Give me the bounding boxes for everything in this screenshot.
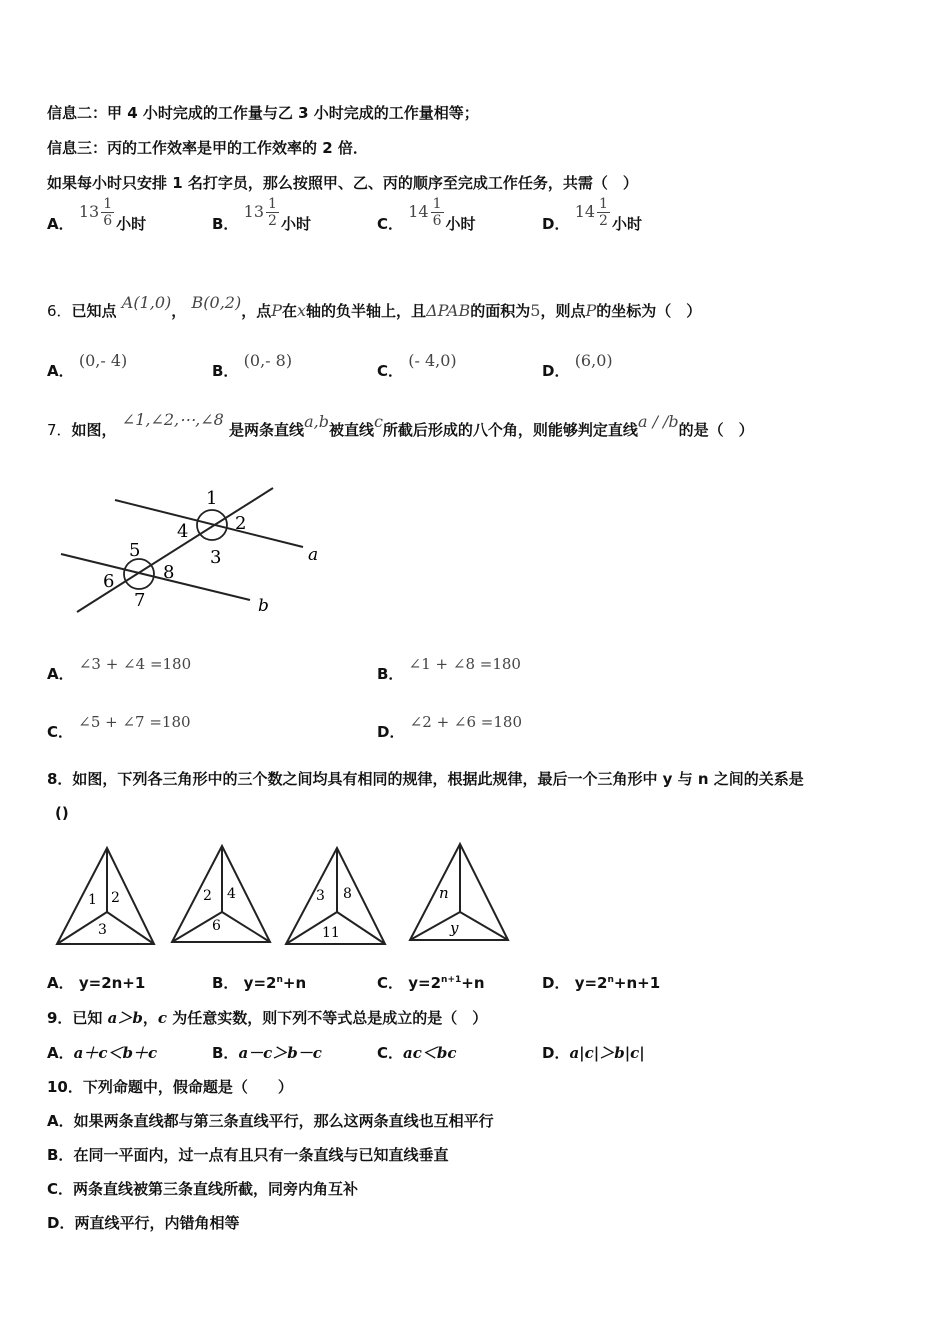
tri1-left: 1 — [88, 892, 97, 908]
line-label-a: a — [308, 545, 319, 565]
q5-option-d: D． 14 $\frac{1}{2}$ 小时 — [542, 196, 642, 233]
q9-option-b: B．a－c＞b－c — [212, 1044, 322, 1062]
question-10-stem: 10．下列命题中，假命题是（ ） — [47, 1078, 293, 1096]
q10-option-a: A．如果两条直线都与第三条直线平行，那么这两条直线也互相平行 — [47, 1112, 494, 1130]
question-8-stem: 8．如图，下列各三角形中的三个数之间均具有相同的规律，根据此规律，最后一个三角形中 y 与 n 之间的关系是 — [47, 770, 804, 788]
line-label-b: b — [258, 596, 269, 616]
angle-label-2: 2 — [235, 513, 247, 534]
q7-option-d: D． ∠2 + ∠6 =180 — [377, 713, 522, 741]
q7-option-a: A． ∠3 + ∠4 =180 — [47, 655, 192, 683]
q8-option-b: B． $y=2^n+n$ — [212, 974, 307, 992]
tri3-bottom: 11 — [322, 925, 340, 941]
info-line-2: 信息二：甲 4 小时完成的工作量与乙 3 小时完成的工作量相等； — [47, 104, 479, 122]
triangle-3 — [286, 848, 385, 944]
q5-option-a: A． 13 $\frac{1}{6}$ 小时 — [47, 196, 147, 233]
tri1-right: 2 — [111, 890, 120, 906]
q9-option-d: D．a|c|＞b|c| — [542, 1044, 645, 1062]
tri3-right: 8 — [343, 886, 352, 902]
question-9-stem: 9．已知 a＞b，c 为任意实数，则下列不等式总是成立的是（ ） — [47, 1009, 488, 1027]
angle-label-5: 5 — [129, 540, 141, 561]
angle-label-6: 6 — [103, 571, 115, 592]
angle-label-1: 1 — [206, 488, 218, 509]
question-6-stem: 6．已知点 A(1,0)， B(0,2)，点P在x轴的负半轴上，且ΔPAB的面积为5，则点P的坐标为（ ） — [47, 293, 702, 320]
triangle-2 — [172, 846, 270, 942]
question-8-paren: () — [55, 804, 69, 822]
tri2-right: 4 — [227, 886, 236, 902]
tri3-left: 3 — [316, 888, 325, 904]
q8-option-d: D． $y=2^n+n+1$ — [542, 974, 661, 992]
tri2-bottom: 6 — [212, 918, 221, 934]
q6-option-a: A． (0,- 4) — [47, 351, 128, 380]
q10-option-c: C．两条直线被第三条直线所截，同旁内角互补 — [47, 1180, 359, 1198]
q10-option-d: D．两直线平行，内错角相等 — [47, 1214, 240, 1232]
info-line-3: 信息三：丙的工作效率是甲的工作效率的 2 倍． — [47, 139, 368, 157]
q8-option-a: A． y=2n+1 — [47, 974, 146, 992]
question-7-stem: 7．如图， ∠1,∠2,⋯,∠8 是两条直线a,b被直线c所截后形成的八个角，则能够判定直线a / /b的是（ ） — [47, 410, 754, 439]
angle-label-8: 8 — [163, 562, 175, 583]
q6-option-b: B． (0,- 8) — [212, 351, 293, 380]
tri4-left: n — [439, 884, 449, 902]
tri1-bottom: 3 — [98, 922, 107, 938]
q8-option-c: C． $y=2^{n+1}+n$ — [377, 974, 485, 992]
angle-label-4: 4 — [177, 521, 189, 542]
q6-option-c: C． (- 4,0) — [377, 351, 457, 380]
line-c — [77, 488, 273, 612]
q7-option-c: C． ∠5 + ∠7 =180 — [47, 713, 191, 741]
tri4-bottom: y — [450, 919, 459, 937]
triangle-4 — [410, 844, 508, 940]
triangles-figure — [50, 840, 520, 950]
q5-option-c: C． 14 $\frac{1}{6}$ 小时 — [377, 196, 476, 233]
tri2-left: 2 — [203, 888, 212, 904]
q10-option-b: B．在同一平面内，过一点有且只有一条直线与已知直线垂直 — [47, 1146, 449, 1164]
q5-option-b: B． 13 $\frac{1}{2}$ 小时 — [212, 196, 311, 233]
q7-option-b: B． ∠1 + ∠8 =180 — [377, 655, 521, 683]
angle-label-7: 7 — [134, 590, 146, 611]
triangle-1 — [57, 848, 154, 944]
q9-option-c: C．ac＜bc — [377, 1044, 457, 1062]
parallel-lines-figure — [55, 480, 345, 620]
question-5-stem: 如果每小时只安排 1 名打字员，那么按照甲、乙、丙的顺序至完成工作任务，共需（ ） — [47, 174, 638, 192]
line-b — [61, 554, 250, 600]
q6-option-d: D． (6,0) — [542, 351, 613, 380]
q9-option-a: A．a＋c＜b＋c — [47, 1044, 158, 1062]
angle-label-3: 3 — [210, 547, 222, 568]
